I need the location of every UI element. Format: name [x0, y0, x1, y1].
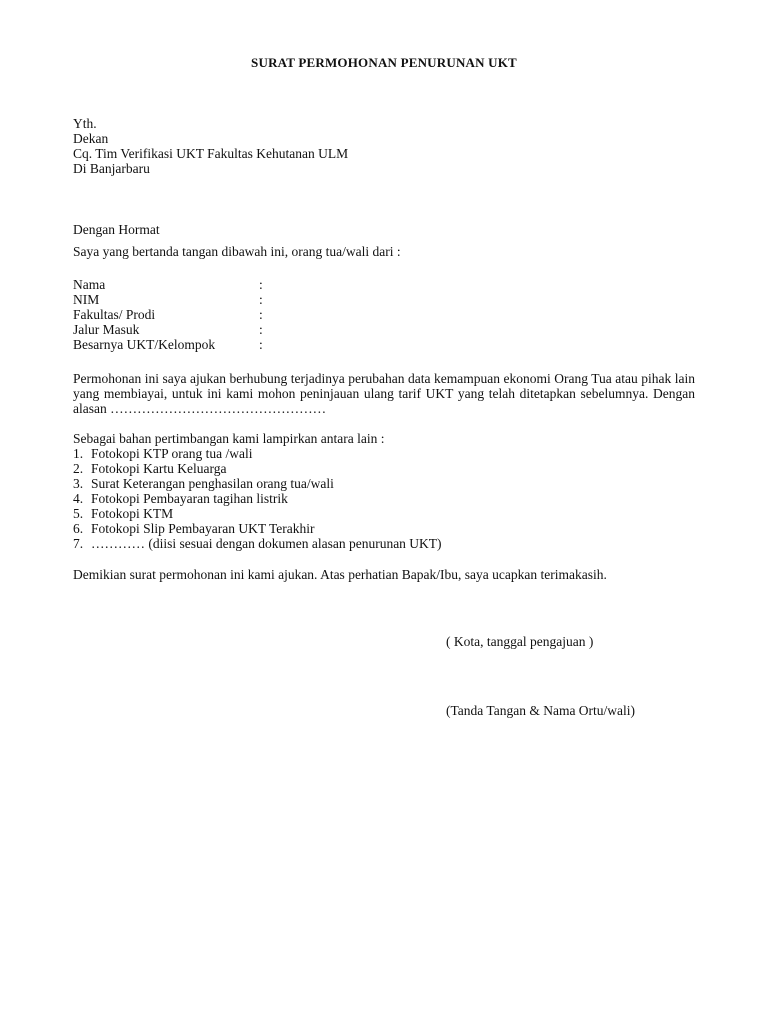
- list-item: [73, 491, 695, 506]
- list-item-number: 7.: [73, 536, 84, 551]
- list-item-number: 2.: [73, 461, 84, 476]
- field-colon: :: [259, 307, 263, 322]
- list-item-number: 3.: [73, 476, 84, 491]
- list-item-text: Fotokopi KTM: [91, 506, 174, 521]
- field-label: Jalur Masuk: [73, 322, 140, 337]
- list-item-text: Fotokopi KTP orang tua /wali: [91, 446, 253, 461]
- list-item: [73, 521, 695, 536]
- addressee-line: Dekan: [73, 131, 109, 146]
- field-colon: :: [259, 292, 263, 307]
- field-row-nim: [73, 292, 695, 307]
- list-item-number: 4.: [73, 491, 84, 506]
- field-row-jalur-masuk: [73, 322, 695, 337]
- signature-placeholder: (Tanda Tangan & Nama Ortu/wali): [446, 703, 636, 718]
- intro-paragraph: Saya yang bertanda tangan dibawah ini, orang tua/wali dari :: [73, 244, 401, 259]
- list-item-text: Fotokopi Slip Pembayaran UKT Terakhir: [91, 521, 315, 536]
- addressee-block: [73, 116, 695, 176]
- field-colon: :: [259, 277, 263, 292]
- field-label: Fakultas/ Prodi: [73, 307, 156, 322]
- list-item: [73, 461, 695, 476]
- addressee-line: Di Banjarbaru: [73, 161, 150, 176]
- list-item-number: 5.: [73, 506, 84, 521]
- attachments-list: [73, 446, 695, 551]
- addressee-line: Yth.: [73, 116, 97, 131]
- list-item: [73, 536, 695, 551]
- list-item: [73, 476, 695, 491]
- field-colon: :: [259, 322, 263, 337]
- list-item-text: Fotokopi Pembayaran tagihan listrik: [91, 491, 288, 506]
- list-item-text: ………… (diisi sesuai dengan dokumen alasan penurunan UKT): [91, 536, 442, 551]
- list-item-text: Fotokopi Kartu Keluarga: [91, 461, 227, 476]
- field-label: NIM: [73, 292, 100, 307]
- field-row-ukt-kelompok: [73, 337, 695, 352]
- field-colon: :: [259, 337, 263, 352]
- attachments-intro: Sebagai bahan pertimbangan kami lampirkan antara lain :: [73, 431, 385, 446]
- reason-paragraph: Permohonan ini saya ajukan berhubung terjadinya perubahan data kemampuan ekonomi Orang Tua atau pihak lain yang membiayai, untuk ini kami mohon peninjauan ulang tarif UKT yang telah ditetapkan sebelumnya. Dengan alasan …………………………………………: [73, 371, 695, 416]
- list-item: [73, 506, 695, 521]
- identity-fields: [73, 277, 695, 352]
- field-label: Nama: [73, 277, 106, 292]
- date-place-placeholder: ( Kota, tanggal pengajuan ): [446, 634, 594, 649]
- greeting: Dengan Hormat: [73, 222, 160, 237]
- field-row-fakultas: [73, 307, 695, 322]
- document-title: SURAT PERMOHONAN PENURUNAN UKT: [251, 55, 517, 70]
- field-row-nama: [73, 277, 695, 292]
- closing-paragraph: Demikian surat permohonan ini kami ajukan. Atas perhatian Bapak/Ibu, saya ucapkan terimakasih.: [73, 567, 607, 582]
- addressee-line: Cq. Tim Verifikasi UKT Fakultas Kehutanan ULM: [73, 146, 349, 161]
- field-label: Besarnya UKT/Kelompok: [73, 337, 216, 352]
- list-item-number: 6.: [73, 521, 84, 536]
- list-item: [73, 446, 695, 461]
- list-item-number: 1.: [73, 446, 84, 461]
- list-item-text: Surat Keterangan penghasilan orang tua/wali: [91, 476, 334, 491]
